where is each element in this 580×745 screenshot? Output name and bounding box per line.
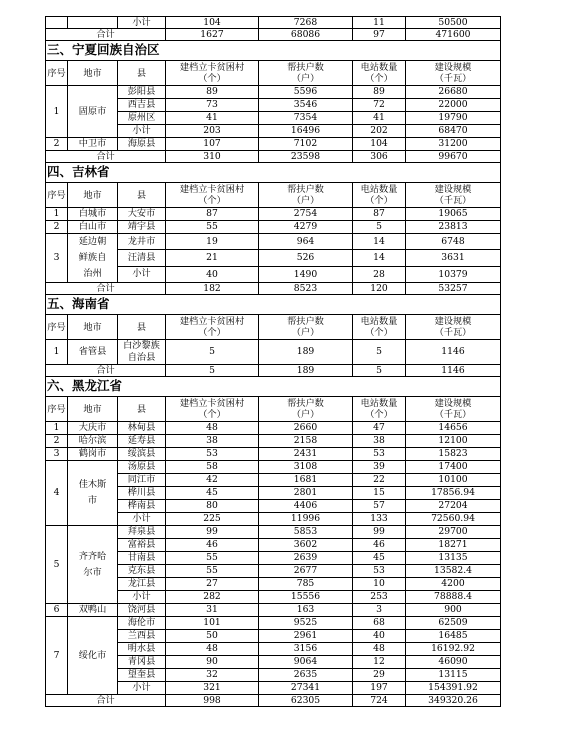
header-villages: 建档立卡贫困村 （个） <box>166 315 259 340</box>
scale-cell: 1146 <box>406 340 501 365</box>
header-households: 帮扶户数 （户） <box>259 397 353 422</box>
households-cell: 2158 <box>259 435 353 448</box>
county-cell: 海伦市 <box>118 617 166 630</box>
villages-cell: 5 <box>166 365 259 377</box>
county-cell: 小计 <box>118 591 166 604</box>
stations-cell: 306 <box>353 151 406 163</box>
header-villages: 建档立卡贫困村 （个） <box>166 183 259 208</box>
stations-cell: 39 <box>353 461 406 474</box>
stations-cell: 5 <box>353 221 406 234</box>
header-city: 地市 <box>68 315 118 340</box>
scale-cell: 10379 <box>406 266 501 282</box>
villages-cell: 73 <box>166 99 259 112</box>
header-row <box>46 61 501 86</box>
scale-cell: 10100 <box>406 474 501 487</box>
stations-cell: 133 <box>353 513 406 526</box>
stations-cell: 40 <box>353 630 406 643</box>
scale-cell: 46090 <box>406 656 501 669</box>
header-city: 地市 <box>68 183 118 208</box>
stations-cell: 5 <box>353 340 406 365</box>
data-row <box>46 435 501 448</box>
county-cell: 明水县 <box>118 643 166 656</box>
data-row <box>46 461 501 474</box>
section-title: 六、黑龙江省 <box>46 377 501 397</box>
scale-cell: 349320.26 <box>406 695 501 707</box>
header-row <box>46 183 501 208</box>
villages-cell: 55 <box>166 221 259 234</box>
data-row <box>46 526 501 539</box>
households-cell: 4279 <box>259 221 353 234</box>
header-county: 县 <box>118 61 166 86</box>
data-row <box>46 138 501 151</box>
villages-cell: 55 <box>166 565 259 578</box>
households-cell: 2431 <box>259 448 353 461</box>
households-cell: 68086 <box>259 29 353 41</box>
villages-cell: 48 <box>166 422 259 435</box>
stations-cell: 29 <box>353 669 406 682</box>
stations-cell: 104 <box>353 138 406 151</box>
seq-cell: 5 <box>46 526 68 604</box>
villages-cell: 321 <box>166 682 259 695</box>
city-cell: 绥化市 <box>68 617 118 695</box>
header-households: 帮扶户数 （户） <box>259 183 353 208</box>
villages-cell: 998 <box>166 695 259 707</box>
city-cell: 佳木斯 市 <box>68 461 118 526</box>
county-cell: 克东县 <box>118 565 166 578</box>
scale-cell: 471600 <box>406 29 501 41</box>
data-row <box>46 221 501 234</box>
households-cell: 9064 <box>259 656 353 669</box>
households-cell: 1490 <box>259 266 353 282</box>
subtotal-row <box>46 17 501 29</box>
households-cell: 11996 <box>259 513 353 526</box>
county-cell: 西吉县 <box>118 99 166 112</box>
scale-cell: 72560.94 <box>406 513 501 526</box>
villages-cell: 40 <box>166 266 259 282</box>
county-cell: 小计 <box>118 682 166 695</box>
households-cell: 5596 <box>259 86 353 99</box>
city-cell: 省管县 <box>68 340 118 365</box>
stations-cell: 14 <box>353 234 406 250</box>
header-seq: 序号 <box>46 315 68 340</box>
county-cell: 望奎县 <box>118 669 166 682</box>
county-cell: 原州区 <box>118 112 166 125</box>
households-cell: 4406 <box>259 500 353 513</box>
stations-cell: 120 <box>353 283 406 295</box>
total-label-cell: 合计 <box>46 29 166 41</box>
seq-cell: 2 <box>46 138 68 151</box>
county-cell: 汪清县 <box>118 250 166 266</box>
stations-cell: 53 <box>353 565 406 578</box>
county-cell: 同江市 <box>118 474 166 487</box>
scale-cell: 16192.92 <box>406 643 501 656</box>
header-county: 县 <box>118 183 166 208</box>
total-row <box>46 151 501 163</box>
stations-cell: 45 <box>353 552 406 565</box>
scale-cell: 154391.92 <box>406 682 501 695</box>
households-cell: 1681 <box>259 474 353 487</box>
scale-cell: 23813 <box>406 221 501 234</box>
stations-cell: 48 <box>353 643 406 656</box>
households-cell: 526 <box>259 250 353 266</box>
stations-cell: 38 <box>353 435 406 448</box>
scale-cell: 99670 <box>406 151 501 163</box>
stations-cell: 28 <box>353 266 406 282</box>
villages-cell: 19 <box>166 234 259 250</box>
header-city: 地市 <box>68 61 118 86</box>
county-cell: 富裕县 <box>118 539 166 552</box>
header-stations: 电站数量 （个） <box>353 183 406 208</box>
county-cell: 甘南县 <box>118 552 166 565</box>
stations-cell: 97 <box>353 29 406 41</box>
households-cell: 7102 <box>259 138 353 151</box>
stations-cell: 12 <box>353 656 406 669</box>
city-cell: 中卫市 <box>68 138 118 151</box>
section-title: 四、吉林省 <box>46 163 501 183</box>
city-cell: 延边朝 鲜族自 治州 <box>68 234 118 283</box>
stations-cell: 57 <box>353 500 406 513</box>
stations-cell: 22 <box>353 474 406 487</box>
scale-cell: 17400 <box>406 461 501 474</box>
county-cell: 海原县 <box>118 138 166 151</box>
households-cell: 15556 <box>259 591 353 604</box>
villages-cell: 5 <box>166 340 259 365</box>
county-cell: 龙井市 <box>118 234 166 250</box>
villages-cell: 41 <box>166 112 259 125</box>
header-city: 地市 <box>68 397 118 422</box>
stations-cell: 10 <box>353 578 406 591</box>
villages-cell: 46 <box>166 539 259 552</box>
data-row <box>46 340 501 365</box>
households-cell: 3108 <box>259 461 353 474</box>
county-cell: 汤原县 <box>118 461 166 474</box>
city-cell: 白城市 <box>68 208 118 221</box>
stations-cell: 46 <box>353 539 406 552</box>
villages-cell: 55 <box>166 552 259 565</box>
county-cell: 饶河县 <box>118 604 166 617</box>
villages-cell: 203 <box>166 125 259 138</box>
city-cell: 齐齐哈 尔市 <box>68 526 118 604</box>
households-cell: 2677 <box>259 565 353 578</box>
villages-cell: 80 <box>166 500 259 513</box>
city-cell: 固原市 <box>68 86 118 138</box>
header-households: 帮扶户数 （户） <box>259 315 353 340</box>
villages-cell: 48 <box>166 643 259 656</box>
county-cell: 小计 <box>118 513 166 526</box>
scale-cell: 13135 <box>406 552 501 565</box>
scale-cell: 18271 <box>406 539 501 552</box>
seq-cell: 3 <box>46 234 68 283</box>
header-seq: 序号 <box>46 183 68 208</box>
city-cell <box>68 17 118 29</box>
header-villages: 建档立卡贫困村 （个） <box>166 61 259 86</box>
scale-cell: 26680 <box>406 86 501 99</box>
seq-cell: 6 <box>46 604 68 617</box>
households-cell: 964 <box>259 234 353 250</box>
households-cell: 3156 <box>259 643 353 656</box>
scale-cell: 12100 <box>406 435 501 448</box>
villages-cell: 87 <box>166 208 259 221</box>
scale-cell: 50500 <box>406 17 501 29</box>
section-title-row <box>46 41 501 61</box>
county-cell: 靖宇县 <box>118 221 166 234</box>
scale-cell: 31200 <box>406 138 501 151</box>
households-cell: 2754 <box>259 208 353 221</box>
seq-cell <box>46 17 68 29</box>
stations-cell: 197 <box>353 682 406 695</box>
villages-cell: 1627 <box>166 29 259 41</box>
villages-cell: 225 <box>166 513 259 526</box>
scale-cell: 78888.4 <box>406 591 501 604</box>
city-cell: 双鸭山 <box>68 604 118 617</box>
total-label-cell: 合计 <box>46 695 166 707</box>
scale-cell: 1146 <box>406 365 501 377</box>
city-cell: 哈尔滨 <box>68 435 118 448</box>
total-row <box>46 29 501 41</box>
villages-cell: 53 <box>166 448 259 461</box>
stations-cell: 87 <box>353 208 406 221</box>
county-cell: 小计 <box>118 266 166 282</box>
seq-cell: 2 <box>46 221 68 234</box>
villages-cell: 282 <box>166 591 259 604</box>
villages-cell: 90 <box>166 656 259 669</box>
scale-cell: 4200 <box>406 578 501 591</box>
header-stations: 电站数量 （个） <box>353 61 406 86</box>
seq-cell: 4 <box>46 461 68 526</box>
villages-cell: 101 <box>166 617 259 630</box>
city-cell: 白山市 <box>68 221 118 234</box>
data-row <box>46 448 501 461</box>
stations-cell: 253 <box>353 591 406 604</box>
header-scale: 建设规模 （千瓦） <box>406 183 501 208</box>
scale-cell: 68470 <box>406 125 501 138</box>
header-row <box>46 315 501 340</box>
total-label-cell: 合计 <box>46 283 166 295</box>
scale-cell: 15823 <box>406 448 501 461</box>
header-villages: 建档立卡贫困村 （个） <box>166 397 259 422</box>
households-cell: 2660 <box>259 422 353 435</box>
scale-cell: 22000 <box>406 99 501 112</box>
scale-cell: 3631 <box>406 250 501 266</box>
stations-cell: 15 <box>353 487 406 500</box>
villages-cell: 31 <box>166 604 259 617</box>
villages-cell: 27 <box>166 578 259 591</box>
total-row <box>46 695 501 707</box>
households-cell: 62305 <box>259 695 353 707</box>
header-scale: 建设规模 （千瓦） <box>406 61 501 86</box>
header-seq: 序号 <box>46 61 68 86</box>
header-scale: 建设规模 （千瓦） <box>406 397 501 422</box>
households-cell: 5853 <box>259 526 353 539</box>
header-stations: 电站数量 （个） <box>353 397 406 422</box>
stations-cell: 68 <box>353 617 406 630</box>
scale-cell: 6748 <box>406 234 501 250</box>
households-cell: 16496 <box>259 125 353 138</box>
households-cell: 163 <box>259 604 353 617</box>
section-title-row <box>46 377 501 397</box>
stations-cell: 11 <box>353 17 406 29</box>
section-title: 三、宁夏回族自治区 <box>46 41 501 61</box>
header-stations: 电站数量 （个） <box>353 315 406 340</box>
scale-cell: 16485 <box>406 630 501 643</box>
stations-cell: 99 <box>353 526 406 539</box>
villages-cell: 38 <box>166 435 259 448</box>
villages-cell: 32 <box>166 669 259 682</box>
city-cell: 大庆市 <box>68 422 118 435</box>
stations-cell: 53 <box>353 448 406 461</box>
households-cell: 27341 <box>259 682 353 695</box>
stations-cell: 724 <box>353 695 406 707</box>
villages-cell: 104 <box>166 17 259 29</box>
households-cell: 2801 <box>259 487 353 500</box>
stations-cell: 5 <box>353 365 406 377</box>
section-title-row <box>46 163 501 183</box>
households-cell: 2961 <box>259 630 353 643</box>
scale-cell: 17856.94 <box>406 487 501 500</box>
stations-cell: 72 <box>353 99 406 112</box>
stations-cell: 47 <box>353 422 406 435</box>
scale-cell: 19065 <box>406 208 501 221</box>
header-row <box>46 397 501 422</box>
total-row <box>46 283 501 295</box>
scale-cell: 62509 <box>406 617 501 630</box>
data-row <box>46 422 501 435</box>
section-title-row <box>46 295 501 315</box>
stations-cell: 14 <box>353 250 406 266</box>
scale-cell: 13582.4 <box>406 565 501 578</box>
villages-cell: 99 <box>166 526 259 539</box>
stations-cell: 41 <box>353 112 406 125</box>
seq-cell: 1 <box>46 422 68 435</box>
header-scale: 建设规模 （千瓦） <box>406 315 501 340</box>
county-cell: 绥滨县 <box>118 448 166 461</box>
total-row <box>46 365 501 377</box>
header-county: 县 <box>118 397 166 422</box>
county-cell: 小计 <box>118 17 166 29</box>
county-cell: 拜泉县 <box>118 526 166 539</box>
section-title: 五、海南省 <box>46 295 501 315</box>
stations-cell: 3 <box>353 604 406 617</box>
scale-cell: 53257 <box>406 283 501 295</box>
scale-cell: 13115 <box>406 669 501 682</box>
data-row <box>46 604 501 617</box>
county-cell: 小计 <box>118 125 166 138</box>
county-cell: 龙江县 <box>118 578 166 591</box>
households-cell: 9525 <box>259 617 353 630</box>
households-cell: 189 <box>259 340 353 365</box>
scale-cell: 19790 <box>406 112 501 125</box>
villages-cell: 50 <box>166 630 259 643</box>
households-cell: 3602 <box>259 539 353 552</box>
villages-cell: 21 <box>166 250 259 266</box>
scale-cell: 29700 <box>406 526 501 539</box>
villages-cell: 89 <box>166 86 259 99</box>
households-cell: 3546 <box>259 99 353 112</box>
households-cell: 23598 <box>259 151 353 163</box>
villages-cell: 45 <box>166 487 259 500</box>
header-county: 县 <box>118 315 166 340</box>
county-cell: 青冈县 <box>118 656 166 669</box>
county-cell: 彭阳县 <box>118 86 166 99</box>
total-label-cell: 合计 <box>46 365 166 377</box>
city-cell: 鹤岗市 <box>68 448 118 461</box>
seq-cell: 7 <box>46 617 68 695</box>
villages-cell: 310 <box>166 151 259 163</box>
households-cell: 7268 <box>259 17 353 29</box>
villages-cell: 107 <box>166 138 259 151</box>
villages-cell: 58 <box>166 461 259 474</box>
seq-cell: 1 <box>46 86 68 138</box>
stations-cell: 89 <box>353 86 406 99</box>
data-row <box>46 208 501 221</box>
county-cell: 兰西县 <box>118 630 166 643</box>
poverty-pv-station-table <box>45 16 501 707</box>
households-cell: 7354 <box>259 112 353 125</box>
total-label-cell: 合计 <box>46 151 166 163</box>
households-cell: 785 <box>259 578 353 591</box>
county-cell: 延寿县 <box>118 435 166 448</box>
households-cell: 189 <box>259 365 353 377</box>
seq-cell: 1 <box>46 208 68 221</box>
households-cell: 2639 <box>259 552 353 565</box>
seq-cell: 2 <box>46 435 68 448</box>
header-seq: 序号 <box>46 397 68 422</box>
villages-cell: 182 <box>166 283 259 295</box>
statistics-sheet <box>45 16 500 707</box>
county-cell: 桦南县 <box>118 500 166 513</box>
county-cell: 白沙黎族 自治县 <box>118 340 166 365</box>
households-cell: 2635 <box>259 669 353 682</box>
villages-cell: 42 <box>166 474 259 487</box>
scale-cell: 27204 <box>406 500 501 513</box>
scale-cell: 14656 <box>406 422 501 435</box>
stations-cell: 202 <box>353 125 406 138</box>
households-cell: 8523 <box>259 283 353 295</box>
county-cell: 林甸县 <box>118 422 166 435</box>
data-row <box>46 86 501 99</box>
county-cell: 桦川县 <box>118 487 166 500</box>
seq-cell: 3 <box>46 448 68 461</box>
scale-cell: 900 <box>406 604 501 617</box>
seq-cell: 1 <box>46 340 68 365</box>
data-row <box>46 617 501 630</box>
county-cell: 大安市 <box>118 208 166 221</box>
header-households: 帮扶户数 （户） <box>259 61 353 86</box>
data-row <box>46 234 501 250</box>
